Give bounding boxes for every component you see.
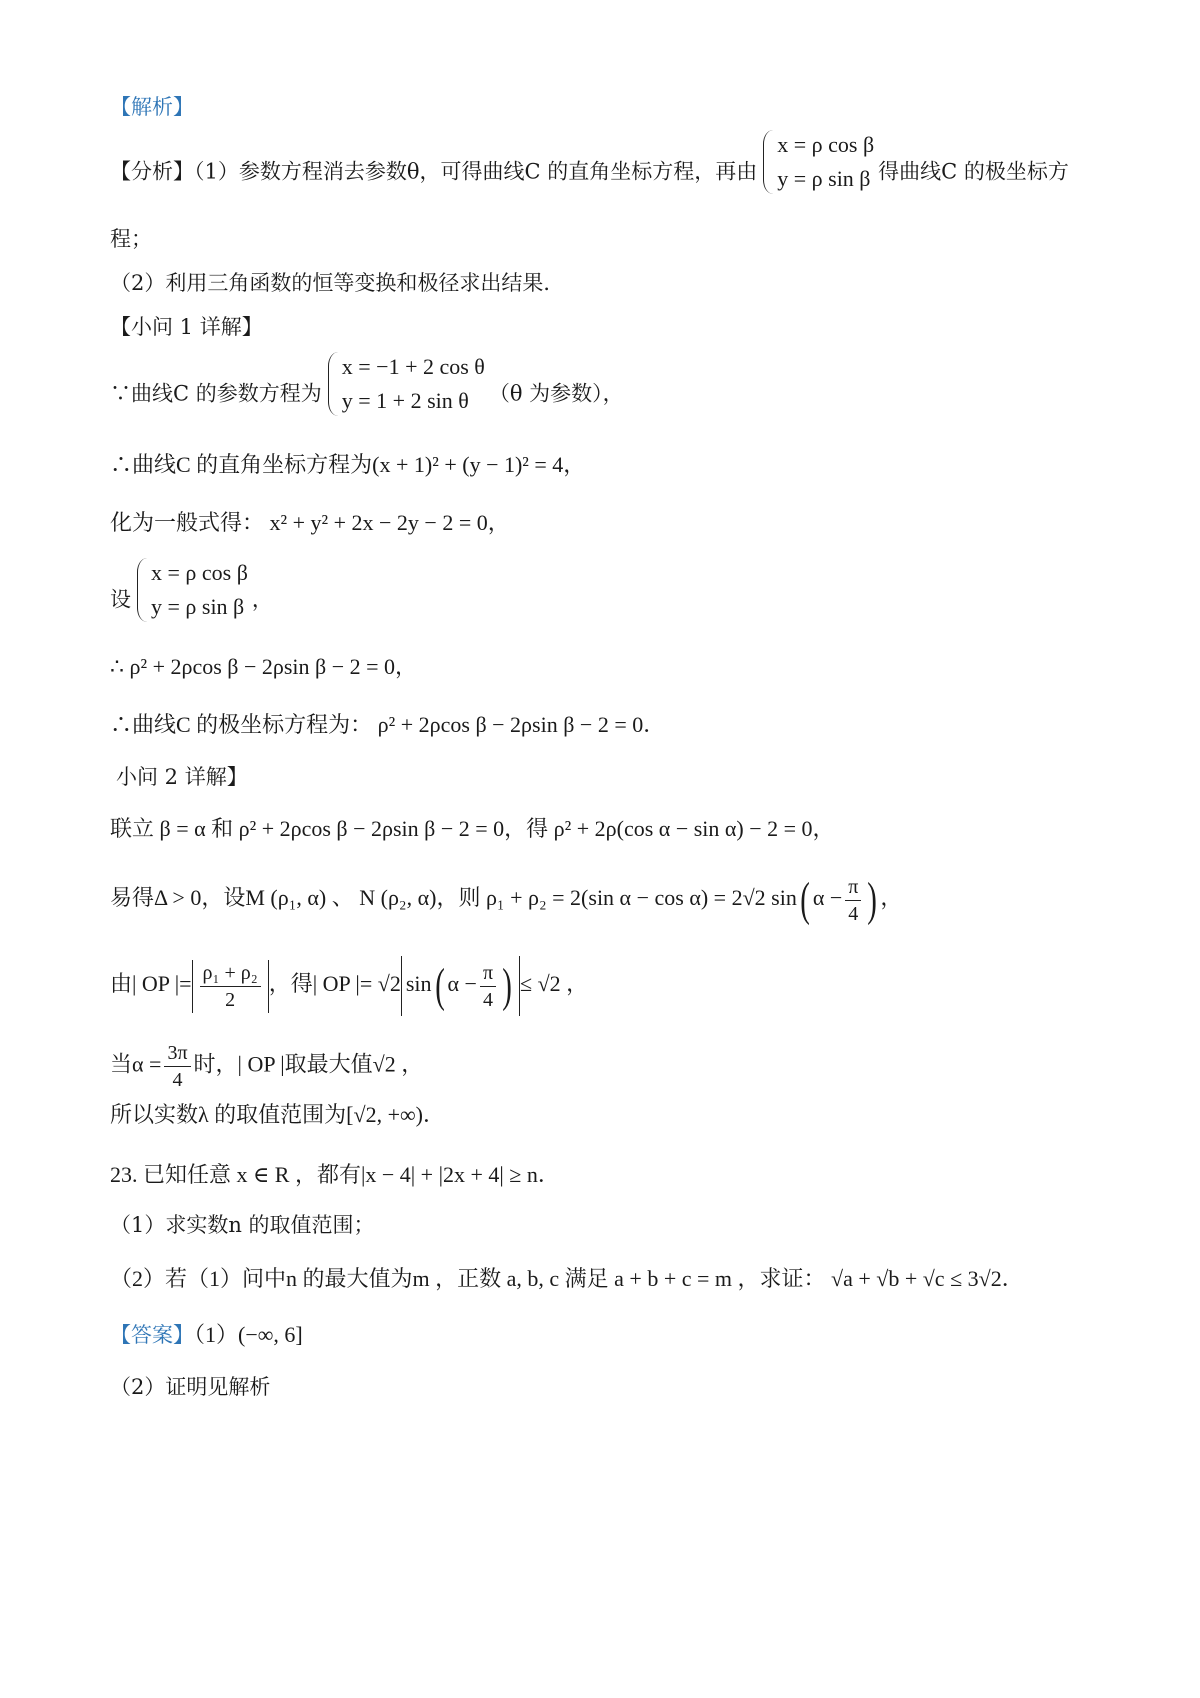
fraction-denominator: 4 xyxy=(172,1069,183,1091)
right-paren: ) xyxy=(502,959,512,1012)
system-row: y = ρ sin β xyxy=(777,166,871,191)
substitution-system xyxy=(135,556,248,624)
q1-general-form-line: 化为一般式得： x² + y² + 2x − 2y − 2 = 0， xyxy=(110,510,510,535)
fraction-denominator: 2 xyxy=(225,988,236,1011)
answer-part1: （1）(−∞, 6] xyxy=(194,1322,303,1347)
q2-max-suffix: 时，| OP |取最大值√2 ， xyxy=(193,1051,424,1077)
system-row: x = ρ cos β xyxy=(777,132,875,157)
q2-op-line xyxy=(110,956,1110,1016)
answer-label: 【答案】 xyxy=(110,1323,194,1347)
q2-max-prefix: 当α = xyxy=(110,1051,162,1077)
rho-sum-fraction xyxy=(200,960,261,1013)
q1-cartesian-line: ∴曲线C 的直角坐标方程为(x + 1)² + (y − 1)² = 4， xyxy=(110,452,586,477)
fraction-numerator: π xyxy=(845,874,861,901)
system-row: x = −1 + 2 cos θ xyxy=(341,354,485,379)
q1-sub-suffix: ， xyxy=(251,587,273,612)
q2-op-inner: α − xyxy=(447,971,477,997)
abs-value-bracket xyxy=(192,960,269,1013)
q2-roots-line xyxy=(110,870,1110,930)
q2-roots-end: ， xyxy=(880,885,903,911)
q1-param-line xyxy=(110,354,1110,418)
pi-over-4-fraction xyxy=(845,874,861,927)
answer-line xyxy=(110,1320,1110,1350)
left-paren: ( xyxy=(434,959,445,1012)
q1-sub-prefix: 设 xyxy=(110,587,131,612)
q2-combined-line: 联立 β = α 和 ρ² + 2ρcos β − 2ρsin β − 2 = 0，得 ρ² + 2ρ(cos α − sin α) − 2 = 0， xyxy=(110,816,835,841)
answer-part2: （2）证明见解析 xyxy=(110,1375,271,1399)
problem-23-part1: （1）求实数n 的取值范围； xyxy=(110,1213,375,1237)
analysis-header: 【解析】 xyxy=(110,95,194,119)
system-row: y = 1 + 2 sin θ xyxy=(341,388,469,413)
q2-roots-inner: α − xyxy=(812,885,843,911)
fraction-numerator: ρ₁ + ρ₂ xyxy=(200,960,261,987)
fraction-denominator: 4 xyxy=(848,902,859,925)
sin-label: sin xyxy=(405,971,432,997)
q1-substitution-line xyxy=(110,560,1110,624)
q2-range-line: 所以实数λ 的取值范围为[√2, +∞)． xyxy=(110,1102,445,1127)
pi-over-4-fraction xyxy=(480,960,496,1013)
q1-header: 【小问 1 详解】 xyxy=(110,315,263,339)
fenxi-part2: （2）利用三角函数的恒等变换和极径求出结果． xyxy=(110,271,565,295)
q2-roots-text: 易得Δ > 0，设M (ρ₁, α) 、 N (ρ₂, α)，则 ρ₁ + ρ₂ = 2(sin α − cos α) = 2√2 sin xyxy=(110,885,797,911)
q1-polar-result: ∴曲线C 的极坐标方程为： ρ² + 2ρcos β − 2ρsin β − 2 = 0． xyxy=(110,712,666,737)
q1-param-prefix: ∵曲线C 的参数方程为 xyxy=(110,381,322,406)
param-equation-system xyxy=(326,350,485,418)
fraction-denominator: 4 xyxy=(482,988,493,1011)
problem-23-part2: （2）若（1）问中n 的最大值为m ，正数 a, b, c 满足 a + b + c = m ，求证： √a + √b + √c ≤ 3√2． xyxy=(110,1266,1024,1291)
problem-23-stem: 23. 已知任意 x ∈ R ，都有|x − 4| + |2x + 4| ≥ n． xyxy=(110,1162,560,1187)
q2-max-line xyxy=(110,1040,1110,1093)
q2-header: 小问 2 详解】 xyxy=(116,765,248,789)
fraction-numerator: 3π xyxy=(164,1040,190,1067)
fenxi-text1: （1）参数方程消去参数θ，可得曲线C 的直角坐标方程，再由 xyxy=(194,159,758,184)
system-row: y = ρ sin β xyxy=(151,594,245,619)
q2-op-prefix: 由| OP |= xyxy=(110,971,192,997)
polar-substitution-system xyxy=(761,128,874,196)
system-row: x = ρ cos β xyxy=(151,560,248,585)
q2-op-middle: ，得| OP |= √2 xyxy=(268,971,401,997)
fraction-numerator: π xyxy=(480,960,496,987)
q2-op-end: ≤ √2 ， xyxy=(520,971,589,997)
abs-value-bracket xyxy=(401,956,520,1016)
fenxi-text2: 得曲线C 的极坐标方 xyxy=(878,159,1069,184)
three-pi-over-4-fraction xyxy=(164,1040,190,1093)
fenxi-line xyxy=(110,132,1110,196)
fenxi-label: 【分析】 xyxy=(110,159,194,184)
right-paren: ) xyxy=(867,873,878,926)
left-paren: ( xyxy=(800,873,810,926)
q1-param-suffix: （θ 为参数）， xyxy=(488,381,624,406)
q1-rho-equation: ∴ ρ² + 2ρcos β − 2ρsin β − 2 = 0， xyxy=(110,654,418,679)
fenxi-text3: 程； xyxy=(110,227,152,251)
